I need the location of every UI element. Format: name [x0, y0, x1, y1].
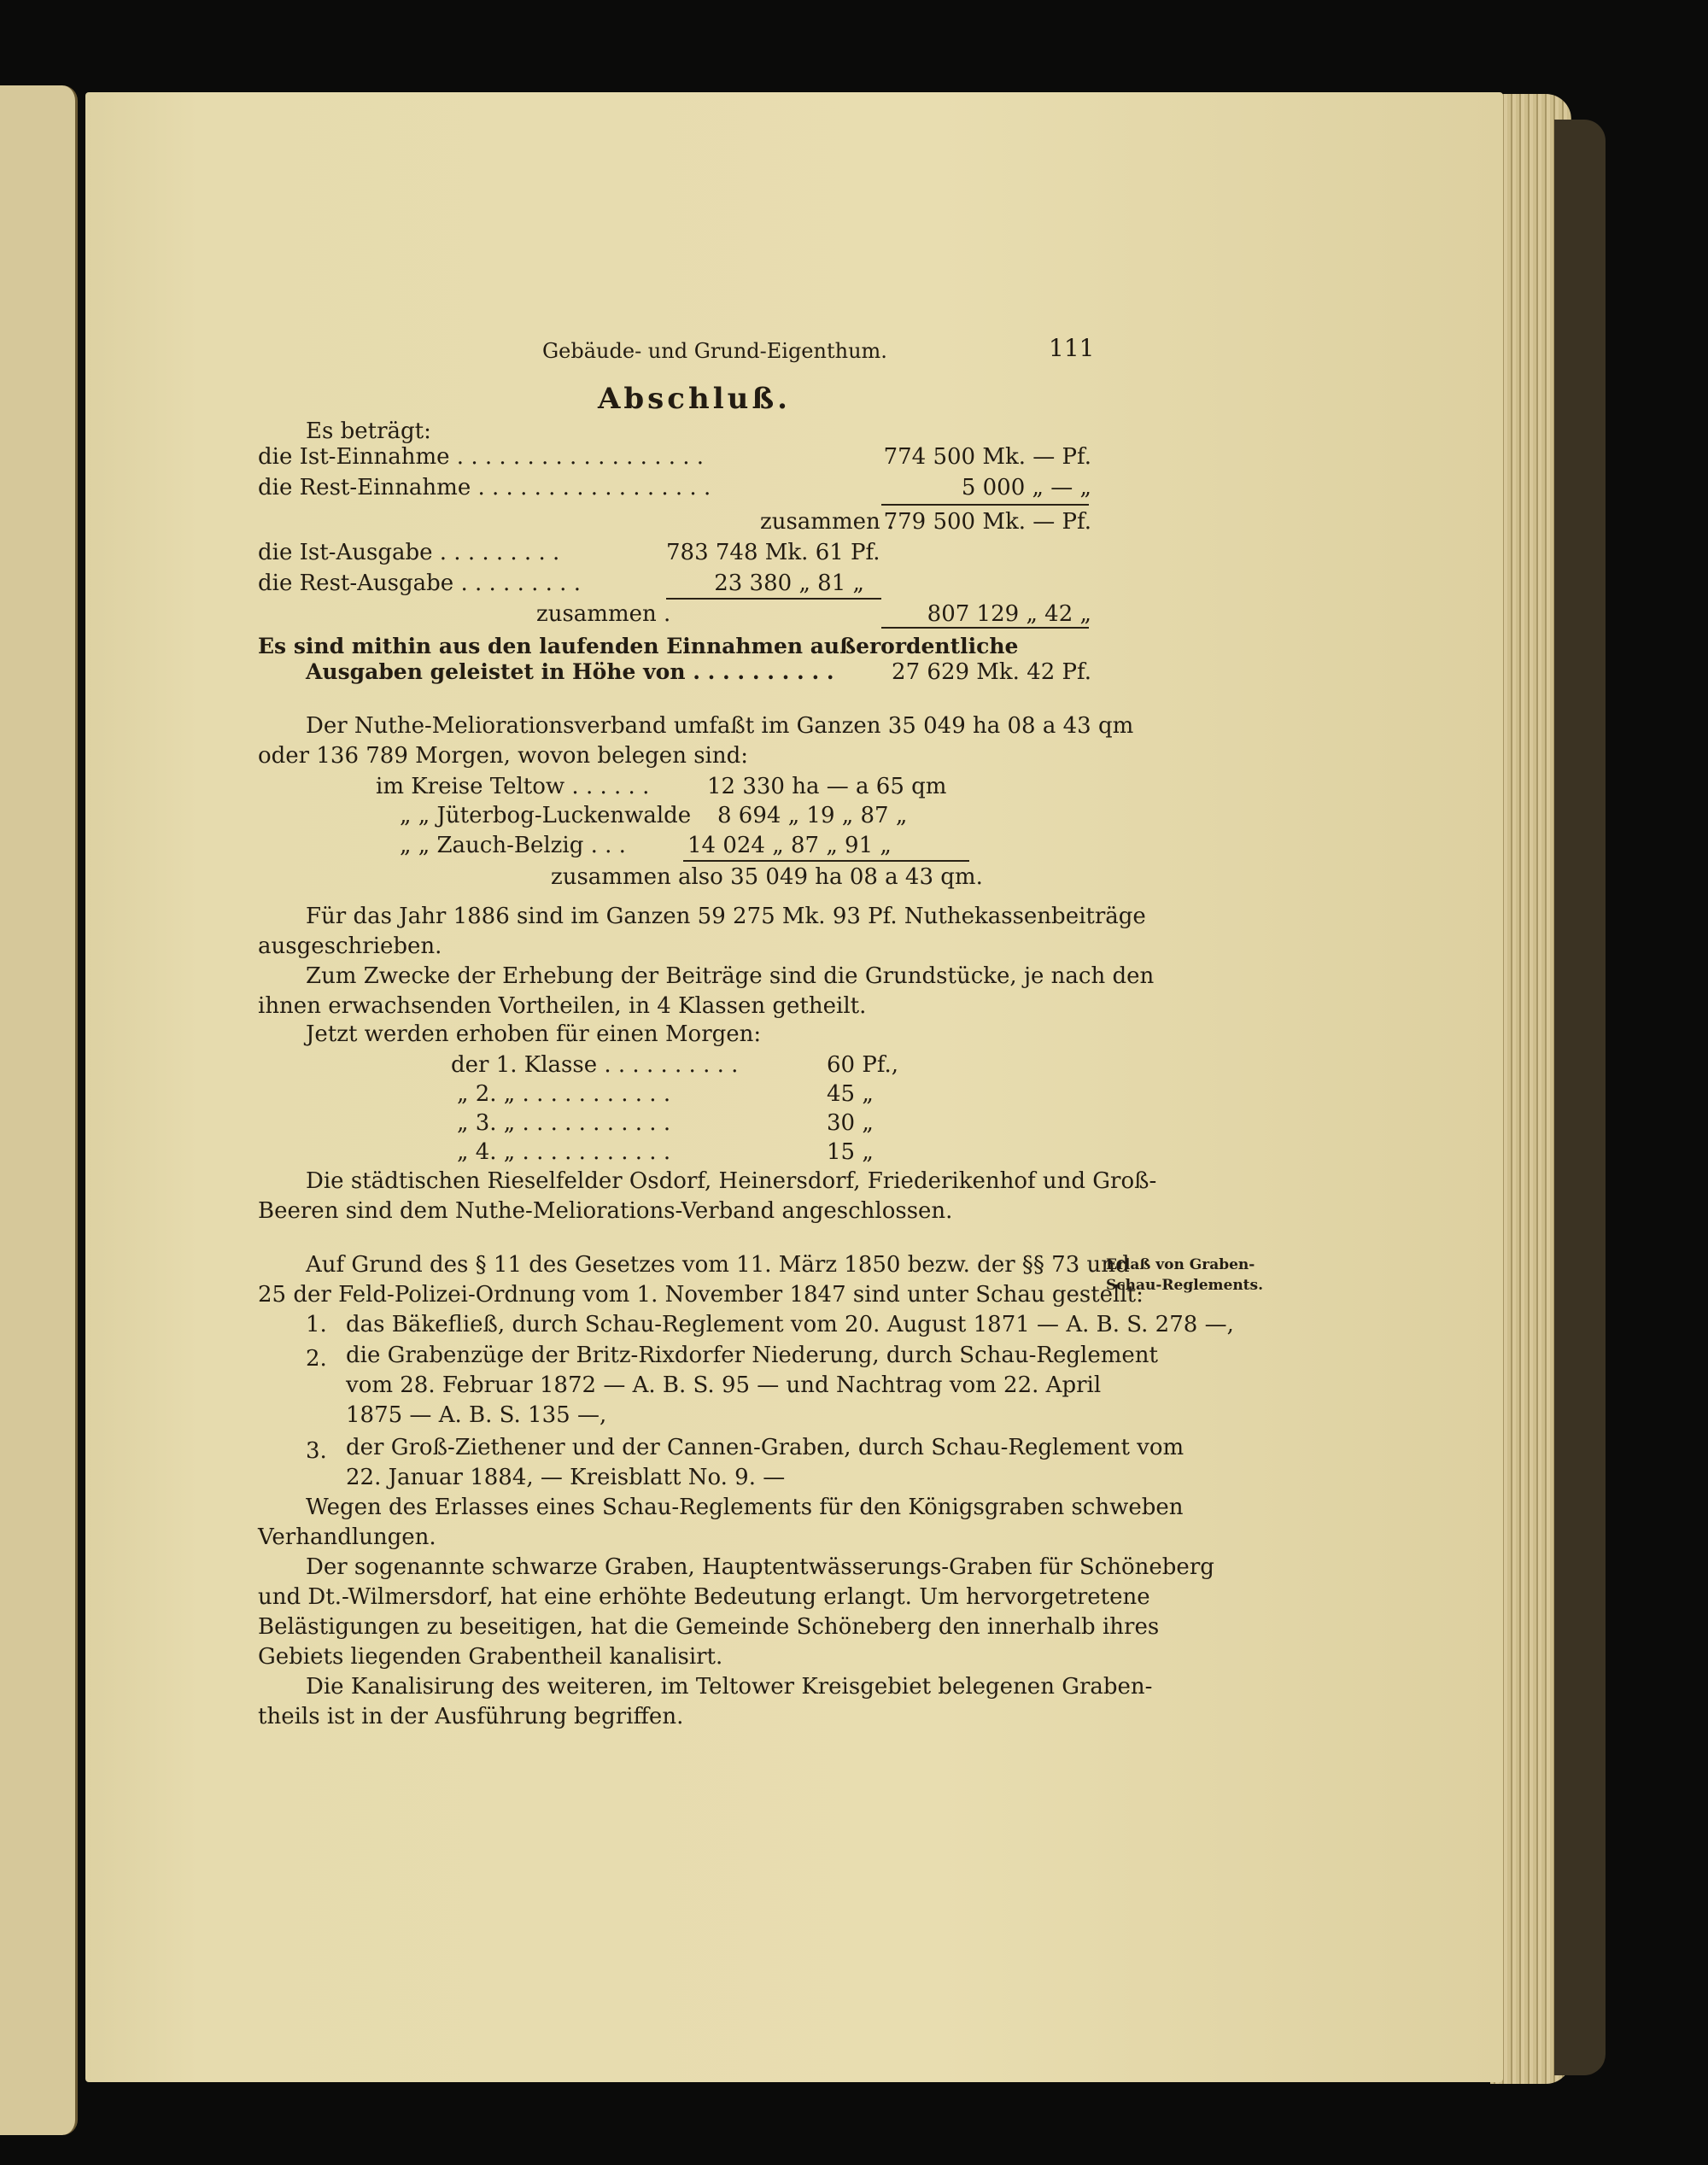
sum-rule [881, 627, 1089, 629]
graben-intro-line-2: 25 der Feld-Polizei-Ordnung vom 1. November 1847 sind unter Schau gestellt: [258, 1282, 1144, 1308]
sum-einnahme-label: zusammen . [760, 509, 895, 535]
sum-einnahme-amount: 779 500 Mk. — Pf. [883, 509, 1091, 535]
nuthe-row-value: 12 330 ha — a 65 qm [707, 774, 947, 799]
list-item-2-line-3: 1875 — A. B. S. 135 —, [346, 1402, 607, 1428]
klasse-value: 30 „ [827, 1110, 874, 1136]
section-heading: Abschluß. [598, 382, 792, 416]
nuthe-row-label: „ „ Zauch-Belzig . . . [400, 833, 626, 858]
list-item-3-line-1: der Groß-Ziethener und der Cannen-Graben, durch Schau-Reglement vom [346, 1435, 1184, 1460]
schwarzer-graben-line-3: Belästigungen zu beseitigen, hat die Gemeinde Schöneberg den innerhalb ihres [258, 1614, 1160, 1640]
book-page [85, 92, 1503, 2082]
klasse-label: „ 4. „ . . . . . . . . . . . [457, 1139, 671, 1165]
klasse-label: der 1. Klasse . . . . . . . . . . [451, 1052, 739, 1078]
accounts-intro: Es beträgt: [306, 418, 431, 444]
schwarzer-graben-line-4: Gebiets liegenden Grabentheil kanalisirt. [258, 1644, 723, 1670]
nuthe-row-label: im Kreise Teltow . . . . . . [376, 774, 650, 799]
sum-ausgabe-label: zusammen . [536, 601, 671, 627]
result-line-2: Ausgaben geleistet in Höhe von . . . . . . . . . . [306, 659, 834, 684]
kanalisirung-line-2: theils ist in der Ausführung begriffen. [258, 1704, 684, 1729]
sum-rule [683, 860, 969, 862]
beitraege-p2-line-1: Zum Zwecke der Erhebung der Beiträge sind die Grundstücke, je nach den [306, 963, 1155, 989]
page-number: 111 [1049, 334, 1095, 362]
beitraege-p1-line-2: ausgeschrieben. [258, 933, 442, 959]
list-number: 2. [306, 1346, 327, 1372]
sum-ausgabe-amount: 807 129 „ 42 „ [927, 601, 1091, 627]
koenigsgraben-line-1: Wegen des Erlasses eines Schau-Reglements für den Königsgraben schweben [306, 1495, 1184, 1520]
koenigsgraben-line-2: Verhandlungen. [258, 1524, 436, 1550]
beitraege-p3: Jetzt werden erhoben für einen Morgen: [306, 1021, 762, 1047]
beitraege-p1-line-1: Für das Jahr 1886 sind im Ganzen 59 275 Mk. 93 Pf. Nuthekassenbeiträge [306, 904, 1146, 929]
kanalisirung-line-1: Die Kanalisirung des weiteren, im Teltower Kreisgebiet belegenen Graben- [306, 1674, 1153, 1700]
sum-rule [666, 598, 881, 600]
running-title: Gebäude- und Grund-Eigenthum. [542, 339, 887, 363]
list-item-3-line-2: 22. Januar 1884, — Kreisblatt No. 9. — [346, 1465, 786, 1490]
ist-einnahme-amount: 774 500 Mk. — Pf. [883, 444, 1091, 470]
result-amount: 27 629 Mk. 42 Pf. [892, 659, 1091, 685]
list-number: 1. [306, 1312, 327, 1337]
nuthe-total: zusammen also 35 049 ha 08 a 43 qm. [551, 864, 983, 890]
rest-ausgabe-amount: 23 380 „ 81 „ [714, 571, 864, 596]
book-cover-edge [1554, 120, 1606, 2075]
ist-ausgabe-amount: 783 748 Mk. 61 Pf. [666, 540, 880, 565]
nuthe-row-value: 14 024 „ 87 „ 91 „ [687, 833, 892, 858]
klasse-value: 15 „ [827, 1139, 874, 1165]
left-page-edge [0, 85, 78, 2135]
list-item-1-line-1: das Bäkefließ, durch Schau-Reglement vom 20. August 1871 — A. B. S. 278 —, [346, 1312, 1234, 1337]
nuthe-line-1: Der Nuthe-Meliorationsverband umfaßt im Ganzen 35 049 ha 08 a 43 qm [306, 713, 1134, 739]
nuthe-row-label: „ „ Jüterbog-Luckenwalde [400, 803, 692, 828]
list-number: 3. [306, 1438, 327, 1464]
list-item-2-line-1: die Grabenzüge der Britz-Rixdorfer Niederung, durch Schau-Reglement [346, 1343, 1158, 1368]
result-line-1: Es sind mithin aus den laufenden Einnahmen außerordentliche [258, 634, 1019, 658]
klasse-value: 45 „ [827, 1081, 874, 1107]
klasse-label: „ 2. „ . . . . . . . . . . . [457, 1081, 671, 1107]
schwarzer-graben-line-1: Der sogenannte schwarze Graben, Hauptentwässerungs-Graben für Schöneberg [306, 1554, 1214, 1580]
margin-note-line-1: Erlaß von Graben- [1106, 1256, 1255, 1273]
nuthe-line-2: oder 136 789 Morgen, wovon belegen sind: [258, 743, 749, 769]
beitraege-p2-line-2: ihnen erwachsenden Vortheilen, in 4 Klassen getheilt. [258, 993, 867, 1019]
rest-einnahme-amount: 5 000 „ — „ [961, 475, 1091, 500]
nuthe-row-value: 8 694 „ 19 „ 87 „ [717, 803, 908, 828]
schwarzer-graben-line-2: und Dt.-Wilmersdorf, hat eine erhöhte Bedeutung erlangt. Um hervorgetretene [258, 1584, 1150, 1610]
graben-intro-line-1: Auf Grund des § 11 des Gesetzes vom 11. März 1850 bezw. der §§ 73 und [306, 1252, 1130, 1278]
ist-ausgabe-label: die Ist-Ausgabe . . . . . . . . . [258, 540, 560, 565]
beitraege-p4-line-1: Die städtischen Rieselfelder Osdorf, Heinersdorf, Friederikenhof und Groß- [306, 1168, 1157, 1194]
rest-ausgabe-label: die Rest-Ausgabe . . . . . . . . . [258, 571, 581, 596]
margin-note-line-2: Schau-Reglements. [1106, 1277, 1264, 1294]
rest-einnahme-label: die Rest-Einnahme . . . . . . . . . . . . . . . . . [258, 475, 711, 500]
list-item-2-line-2: vom 28. Februar 1872 — A. B. S. 95 — und Nachtrag vom 22. April [346, 1372, 1102, 1398]
klasse-label: „ 3. „ . . . . . . . . . . . [457, 1110, 671, 1136]
beitraege-p4-line-2: Beeren sind dem Nuthe-Meliorations-Verband angeschlossen. [258, 1198, 953, 1224]
klasse-value: 60 Pf., [827, 1052, 899, 1078]
ist-einnahme-label: die Ist-Einnahme . . . . . . . . . . . . . . . . . . [258, 444, 705, 470]
sum-rule [881, 504, 1089, 506]
